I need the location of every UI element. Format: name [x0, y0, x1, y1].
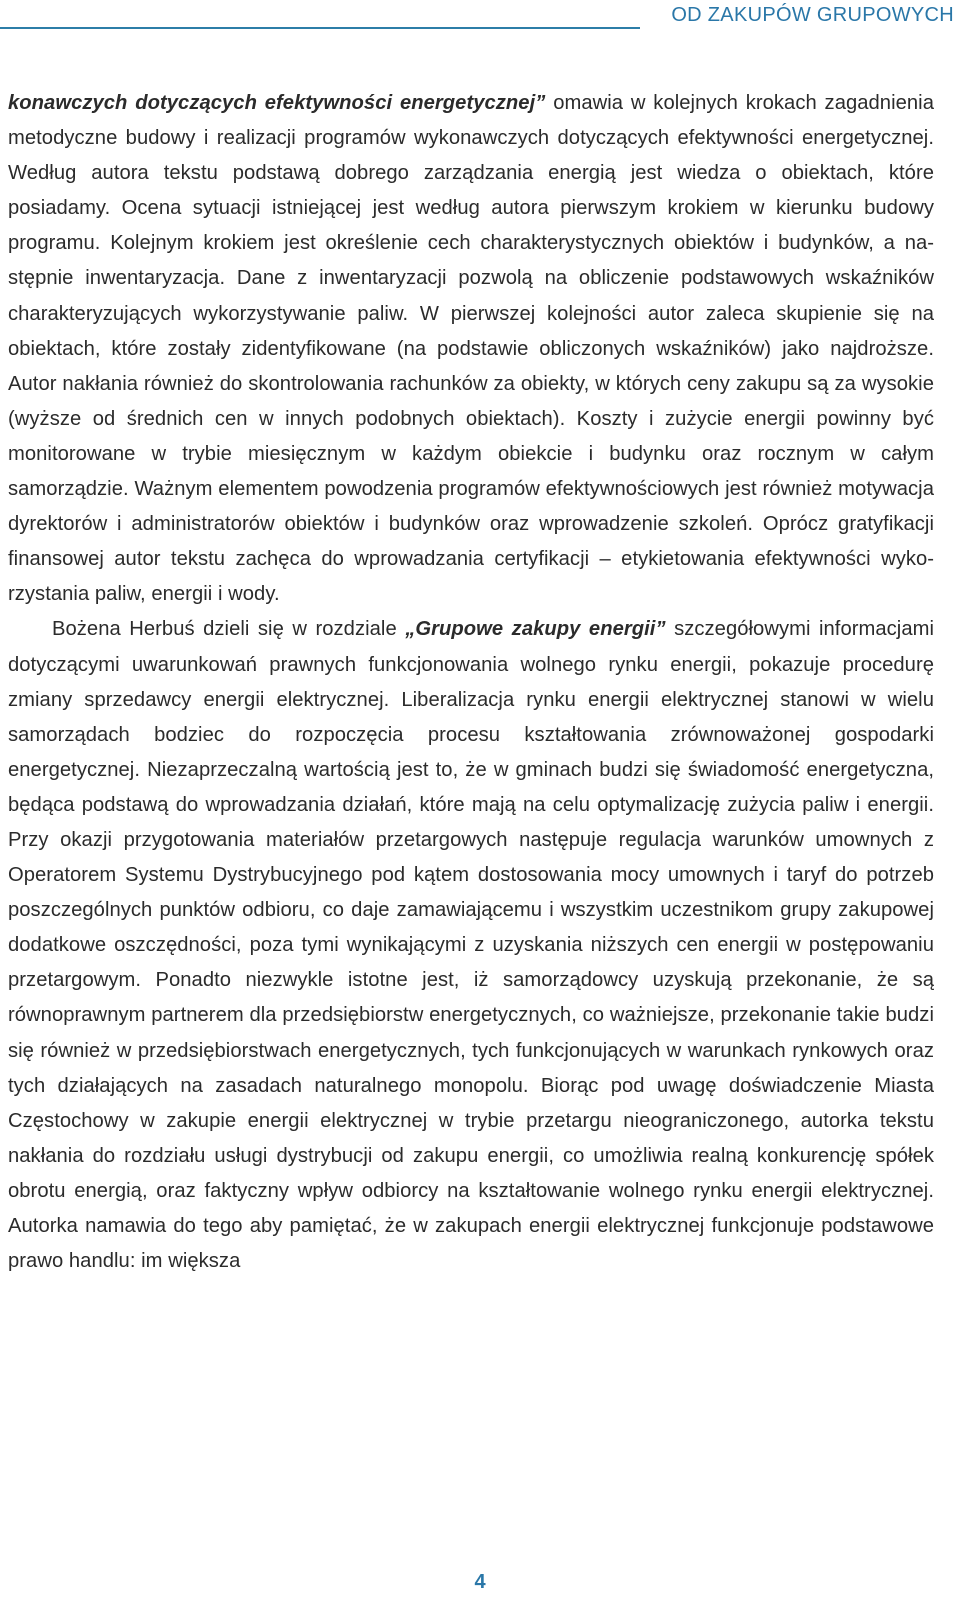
- italic-chapter-title: konawczych dotyczących efektywności energetycznej”: [8, 92, 546, 114]
- paragraph-2: [8, 612, 934, 1279]
- body-text: [8, 86, 934, 1279]
- header-rule: [0, 27, 640, 29]
- paragraph-2-text-after: szczegółowymi informacjami dotyczącymi uwarunkowań prawnych funkcjonowania wolnego rynku energii, pokazuje procedurę zmiany sprzedawcy energii elektrycznej. Liberalizacja rynku energii elektrycznej stanowi w wielu samorządach bodziec do rozpoczęcia procesu kształtowania zrównoważonej gospodarki energetycznej. Niezaprzeczalną wartością jest to, że w gminach budzi się świadomość energetyczna, będąca podstawą do wprowadzania działań, które mają na celu optymalizację zużycia paliw i energii. Przy okazji przygotowania materiałów przetargowych następuje regulacja warunków umownych z Operatorem Systemu Dystrybucyjnego pod kątem dostosowania mocy umownych i taryf do potrzeb poszczególnych punktów odbioru, co daje zamawiającemu i wszystkim uczestnikom grupy zakupowej dodatkowe oszczędności, poza tymi wynikającymi z uzyskania niższych cen energii w postępowaniu przetargowym. Ponadto niezwykle istotne jest, iż samorządowcy uzyskują przekonanie, że są równoprawnym partnerem dla przedsiębiorstw energetycznych, co ważniejsze, przekonanie takie budzi się również w przedsiębiorstwach energetycznych, tych funkcjonujących w warunkach rynkowych oraz tych działających na zasadach naturalnego monopolu. Biorąc pod uwagę doświadczenie Miasta Częstochowy w zakupie energii elektrycznej w trybie przetargu nieograniczonego, autorka tekstu nakłania do rozdziału usługi dystrybucji od zakupu energii, co umożliwia realną konkurencję spółek obrotu energią, oraz faktyczny wpływ odbiorcy na kształtowanie wolnego rynku energii elektrycznej. Autorka namawia do tego aby pamiętać, że w zakupach energii elektrycznej funkcjonuje podstawowe prawo handlu: im większa: [8, 618, 935, 1273]
- paragraph-2-text-before: Bożena Herbuś dzieli się w rozdziale: [52, 618, 406, 641]
- page-number: 4: [474, 1571, 486, 1593]
- paragraph-1: [8, 86, 934, 612]
- running-header: [0, 0, 960, 40]
- paragraph-1-text: omawia w kolejnych krokach zagadnienia metodyczne budowy i realizacji programów wykonawczych dotyczących efektywności energetycznej. Według autora tekstu podstawą dobrego zarządzania energią jest wiedza o obiektach, które posiadamy. Ocena sytuacji istniejącej jest według autora pierwszym krokiem w kierunku budowy programu. Kolejnym krokiem jest określenie cech charakterystycznych obiektów i budynków, a następnie inwentaryzacja. Dane z inwentaryzacji pozwolą na obliczenie podstawowych wskaźników charakteryzujących wykorzystywanie paliw. W pierwszej kolejności autor zaleca skupienie się na obiektach, które zostały zidentyfikowane (na podstawie obliczonych wskaźników) jako najdroższe. Autor nakłania również do skontrolowania rachunków za obiekty, w których ceny zakupu są za wysokie (wyższe od średnich cen w innych podobnych obiektach). Koszty i zużycie energii powinny być monitorowane w trybie miesięcznym w każdym obiekcie i budynku oraz rocznym w całym samorządzie. Ważnym elementem powodzenia programów efektywnościowych jest również motywacja dyrektorów i administratorów obiektów i budynków oraz wprowadzenie szkoleń. Oprócz gratyfikacji finansowej autor tekstu zachęca do wprowadzania certyfikacji – etykietowania efektywności wykorzystania paliw, energii i wody.: [8, 92, 934, 606]
- running-header-title: OD ZAKUPÓW GRUPOWYCH: [671, 4, 954, 26]
- italic-chapter-title-2: „Grupowe zakupy energii”: [405, 618, 666, 641]
